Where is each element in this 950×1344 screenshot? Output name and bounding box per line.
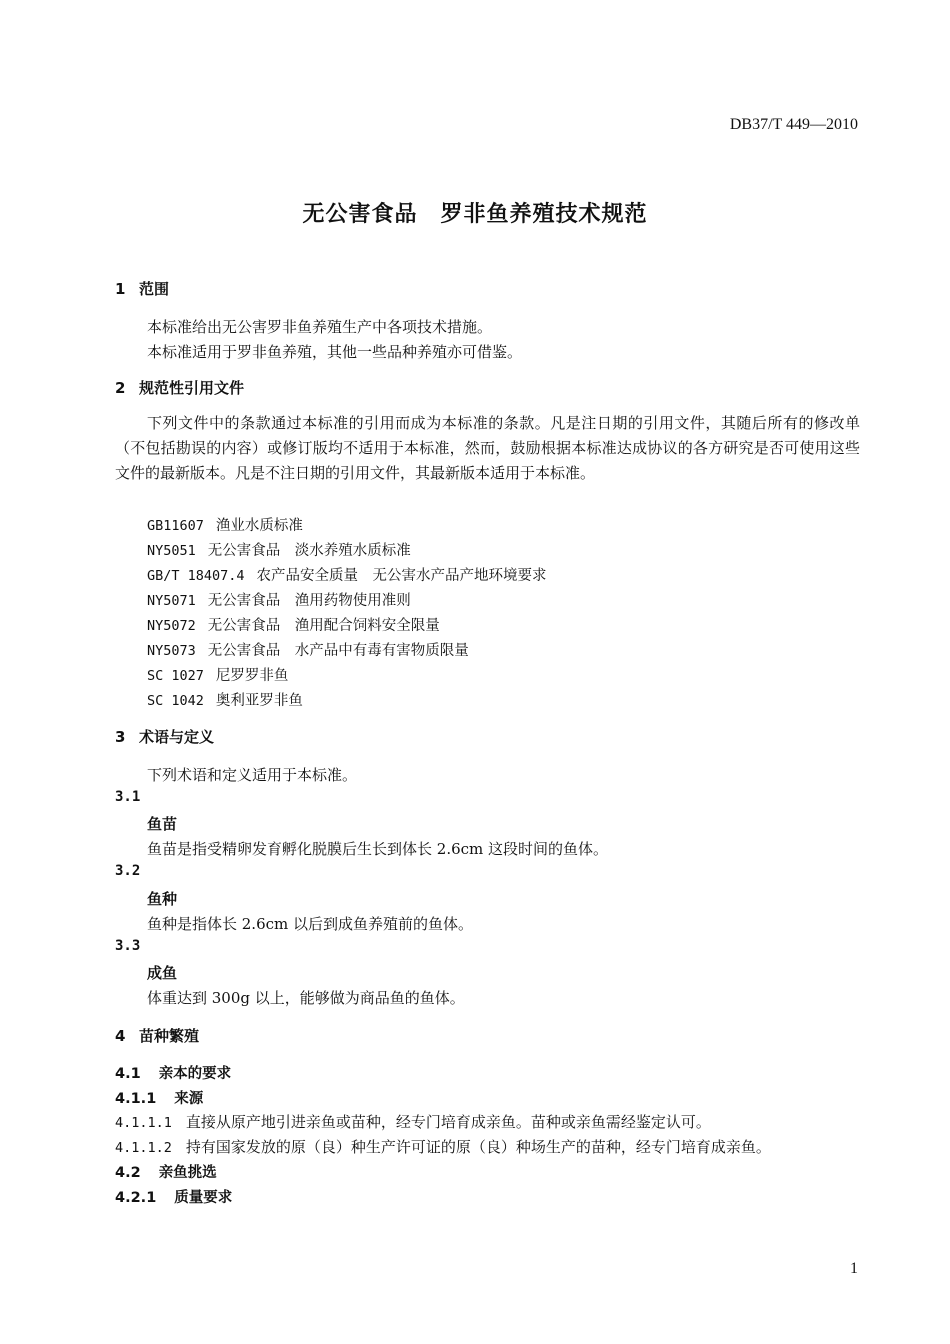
paragraph: 本标准适用于罗非鱼养殖，其他一些品种养殖亦可借鉴。 bbox=[147, 343, 523, 361]
subsection-number: 4.2 bbox=[115, 1165, 141, 1181]
reference-code: NY5073 bbox=[147, 643, 196, 659]
reference-item bbox=[147, 639, 469, 660]
paragraph: 下列术语和定义适用于本标准。 bbox=[147, 766, 358, 784]
reference-code: SC 1027 bbox=[147, 668, 204, 684]
reference-item bbox=[147, 664, 288, 685]
section-title: 范围 bbox=[139, 280, 170, 298]
reference-code: GB11607 bbox=[147, 518, 204, 534]
reference-title: 无公害食品 渔用药物使用准则 bbox=[207, 593, 411, 609]
subsection-title: 质量要求 bbox=[174, 1190, 233, 1206]
reference-item bbox=[147, 589, 411, 610]
term-number: 3.1 bbox=[115, 789, 141, 805]
clause-text: 直接从原产地引进亲鱼或苗种，经专门培育成亲鱼。苗种或亲鱼需经鉴定认可。 bbox=[185, 1113, 711, 1131]
reference-title: 无公害食品 淡水养殖水质标准 bbox=[207, 543, 411, 559]
section-title: 规范性引用文件 bbox=[139, 379, 245, 397]
subsection-number: 4.2.1 bbox=[115, 1190, 157, 1206]
subsection-heading-4-1 bbox=[115, 1062, 231, 1083]
document-title: 无公害食品 罗非鱼养殖技术规范 bbox=[302, 202, 648, 227]
reference-item bbox=[147, 539, 411, 560]
reference-title: 渔业水质标准 bbox=[215, 518, 303, 534]
term-name: 成鱼 bbox=[147, 964, 178, 982]
clause-text: 持有国家发放的原（良）种生产许可证的原（良）种场生产的苗种，经专门培育成亲鱼。 bbox=[185, 1138, 771, 1156]
standard-code: DB37/T 449—2010 bbox=[729, 116, 858, 133]
reference-title: 农产品安全质量 无公害水产品产地环境要求 bbox=[256, 568, 547, 584]
reference-code: SC 1042 bbox=[147, 693, 204, 709]
term-name: 鱼苗 bbox=[147, 815, 178, 833]
section-number: 1 bbox=[115, 280, 126, 298]
subsection-heading-4-2 bbox=[115, 1161, 217, 1182]
subsection-title: 亲本的要求 bbox=[158, 1066, 232, 1082]
term-name: 鱼种 bbox=[147, 890, 178, 908]
reference-item bbox=[147, 564, 547, 585]
section-heading-3 bbox=[115, 726, 214, 747]
paragraph: 本标准给出无公害罗非鱼养殖生产中各项技术措施。 bbox=[147, 318, 493, 336]
reference-code: GB/T 18407.4 bbox=[147, 568, 245, 584]
reference-code: NY5071 bbox=[147, 593, 196, 609]
clause-number: 4.1.1.1 bbox=[115, 1115, 172, 1131]
section-title: 术语与定义 bbox=[139, 728, 215, 746]
reference-code: NY5051 bbox=[147, 543, 196, 559]
subsection-heading-4-1-1 bbox=[115, 1087, 203, 1108]
section-number: 4 bbox=[115, 1027, 126, 1045]
subsection-title: 来源 bbox=[174, 1091, 204, 1107]
subsection-heading-4-2-1 bbox=[115, 1186, 232, 1207]
section-heading-1 bbox=[115, 278, 169, 299]
page-number: 1 bbox=[850, 1260, 858, 1277]
reference-item bbox=[147, 514, 303, 535]
section-heading-4 bbox=[115, 1025, 199, 1046]
term-definition: 鱼苗是指受精卵发育孵化脱膜后生长到体长 2.6cm 这段时间的鱼体。 bbox=[147, 840, 609, 858]
section-number: 3 bbox=[115, 728, 126, 746]
paragraph: 下列文件中的条款通过本标准的引用而成为本标准的条款。凡是注日期的引用文件，其随后所有的修改单（不包括勘误的内容）或修订版均不适用于本标准，然而，鼓励根据本标准达成协议的各方研究是否可使用这些文件的最新版本。凡是不注日期的引用文件，其最新版本适用于本标准。 bbox=[115, 414, 860, 482]
subsection-number: 4.1 bbox=[115, 1066, 141, 1082]
term-number: 3.3 bbox=[115, 938, 141, 954]
reference-item bbox=[147, 689, 303, 710]
clause-4-1-1-1 bbox=[115, 1111, 711, 1132]
term-number: 3.2 bbox=[115, 863, 141, 879]
term-definition: 鱼种是指体长 2.6cm 以后到成鱼养殖前的鱼体。 bbox=[147, 915, 474, 933]
section-number: 2 bbox=[115, 379, 126, 397]
clause-number: 4.1.1.2 bbox=[115, 1140, 172, 1156]
term-definition: 体重达到 300g 以上，能够做为商品鱼的鱼体。 bbox=[147, 989, 465, 1007]
clause-4-1-1-2 bbox=[115, 1136, 771, 1157]
subsection-title: 亲鱼挑选 bbox=[158, 1165, 217, 1181]
reference-title: 无公害食品 渔用配合饲料安全限量 bbox=[207, 618, 440, 634]
section-heading-2 bbox=[115, 377, 244, 398]
section-title: 苗种繁殖 bbox=[139, 1027, 200, 1045]
reference-title: 无公害食品 水产品中有毒有害物质限量 bbox=[207, 643, 469, 659]
reference-code: NY5072 bbox=[147, 618, 196, 634]
reference-item bbox=[147, 614, 440, 635]
subsection-number: 4.1.1 bbox=[115, 1091, 157, 1107]
reference-title: 奥利亚罗非鱼 bbox=[215, 693, 303, 709]
reference-title: 尼罗罗非鱼 bbox=[215, 668, 289, 684]
